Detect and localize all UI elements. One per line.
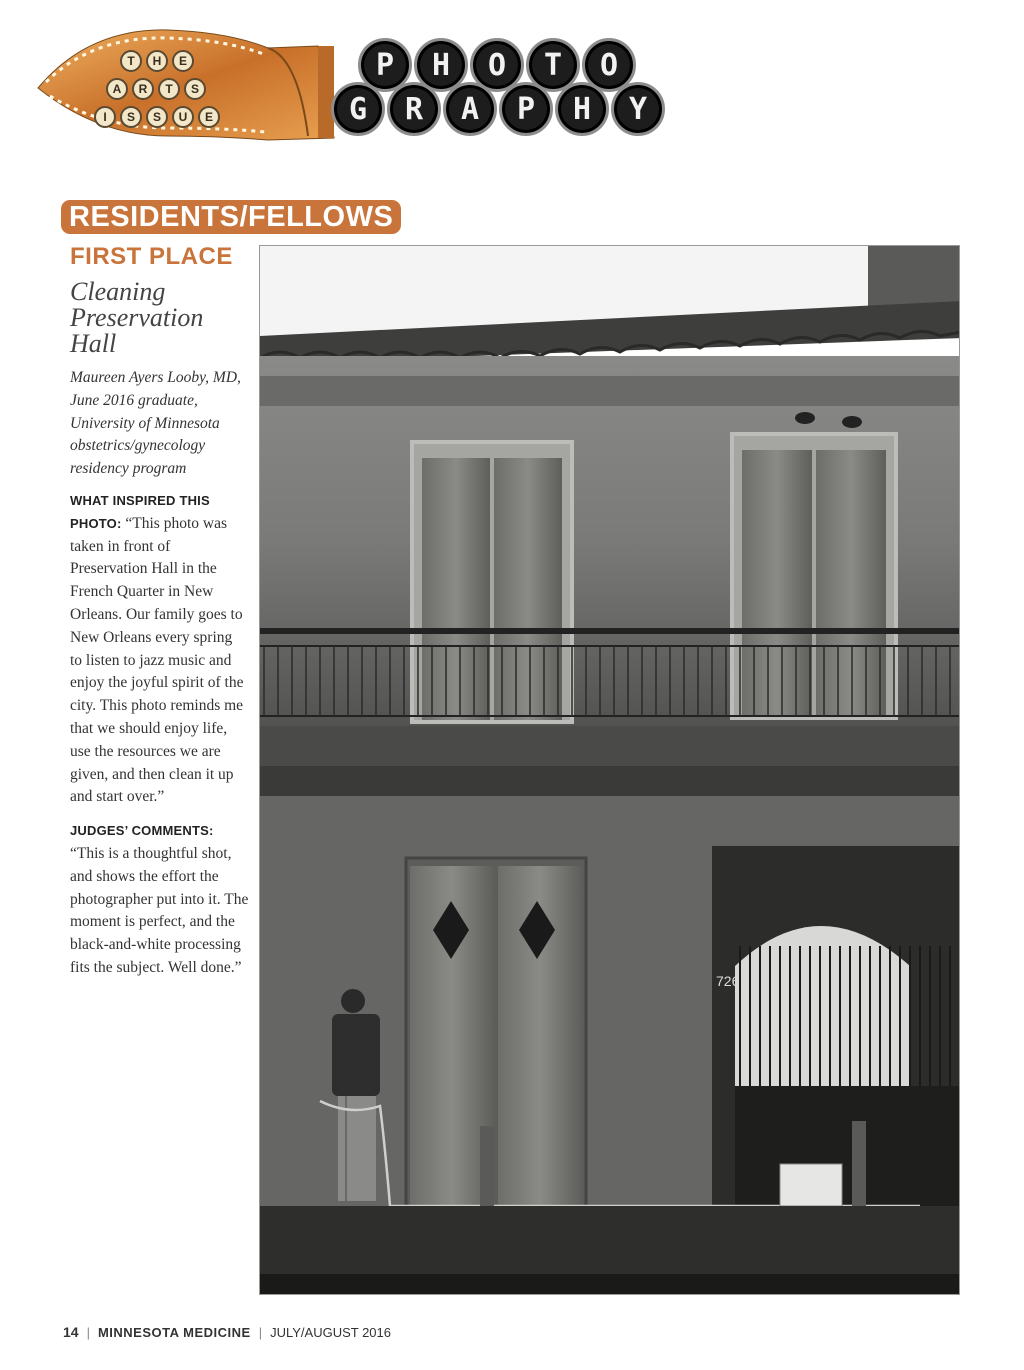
- typewriter-key: S: [146, 106, 168, 128]
- typewriter-key: S: [120, 106, 142, 128]
- typewriter-key: H: [146, 50, 168, 72]
- typewriter-key: R: [132, 78, 154, 100]
- typewriter-key: A: [106, 78, 128, 100]
- typewriter-key: I: [94, 106, 116, 128]
- photo-title: [70, 279, 248, 357]
- typewriter-key-large: A: [443, 82, 497, 136]
- typewriter-key-large: P: [358, 38, 412, 92]
- key-row-graphy: [331, 82, 665, 136]
- judges-text: “This is a thoughtful shot, and shows the effort the photographer put into it. The moment is perfect, and the black-and-white processing fits the subject. Well done.”: [70, 844, 249, 976]
- key-row-arts: [106, 78, 206, 100]
- typewriter-key: T: [120, 50, 142, 72]
- typewriter-key: E: [172, 50, 194, 72]
- title-line: Cleaning: [70, 277, 166, 306]
- arts-issue-banner: [28, 18, 658, 148]
- typewriter-key: T: [158, 78, 180, 100]
- typewriter-key-large: R: [387, 82, 441, 136]
- winning-photograph: [259, 245, 960, 1295]
- inspired-label: WHAT INSPIRED THIS PHOTO:: [70, 492, 210, 531]
- typewriter-key: S: [184, 78, 206, 100]
- judges-label: JUDGES’ COMMENTS:: [70, 823, 214, 839]
- typewriter-key-large: O: [582, 38, 636, 92]
- page-number: 14: [63, 1324, 79, 1340]
- preservation-hall-photo: [260, 246, 960, 1295]
- typewriter-key: U: [172, 106, 194, 128]
- typewriter-key-large: P: [499, 82, 553, 136]
- title-line: Hall: [70, 329, 117, 358]
- typewriter-key-large: Y: [611, 82, 665, 136]
- caption-column: [70, 243, 248, 991]
- key-row-the: [120, 50, 194, 72]
- typewriter-key-large: O: [470, 38, 524, 92]
- key-row-issue: [94, 106, 220, 128]
- judges-paragraph: [70, 820, 250, 980]
- typewriter-key-large: H: [414, 38, 468, 92]
- page-footer: [63, 1324, 391, 1340]
- inspiration-paragraph: [70, 490, 248, 809]
- section-badge: RESIDENTS/FELLOWS: [61, 200, 401, 234]
- typewriter-key-large: T: [526, 38, 580, 92]
- typewriter-key-large: G: [331, 82, 385, 136]
- address-number: 726: [716, 973, 740, 989]
- photographer-byline: Maureen Ayers Looby, MD, June 2016 graduate, University of Minnesota obstetrics/gynecology residency program: [70, 369, 241, 478]
- title-line: Preservation: [70, 303, 204, 332]
- footer-separator: |: [258, 1324, 263, 1340]
- footer-separator: |: [86, 1324, 90, 1340]
- award-place: FIRST PLACE: [70, 243, 233, 270]
- issue-date: JULY/AUGUST 2016: [270, 1324, 391, 1340]
- inspired-text: “This photo was taken in front of Preservation Hall in the French Quarter in New Orleans. Our family goes to New Orleans every spring to listen to jazz music and enjoy the joyful spirit of the city. This photo reminds me that we should enjoy life, use the resources we are given, and then clean it up and start over.”: [70, 514, 244, 806]
- magazine-name: MINNESOTA MEDICINE: [97, 1324, 251, 1340]
- typewriter-key: E: [198, 106, 220, 128]
- typewriter-key-large: H: [555, 82, 609, 136]
